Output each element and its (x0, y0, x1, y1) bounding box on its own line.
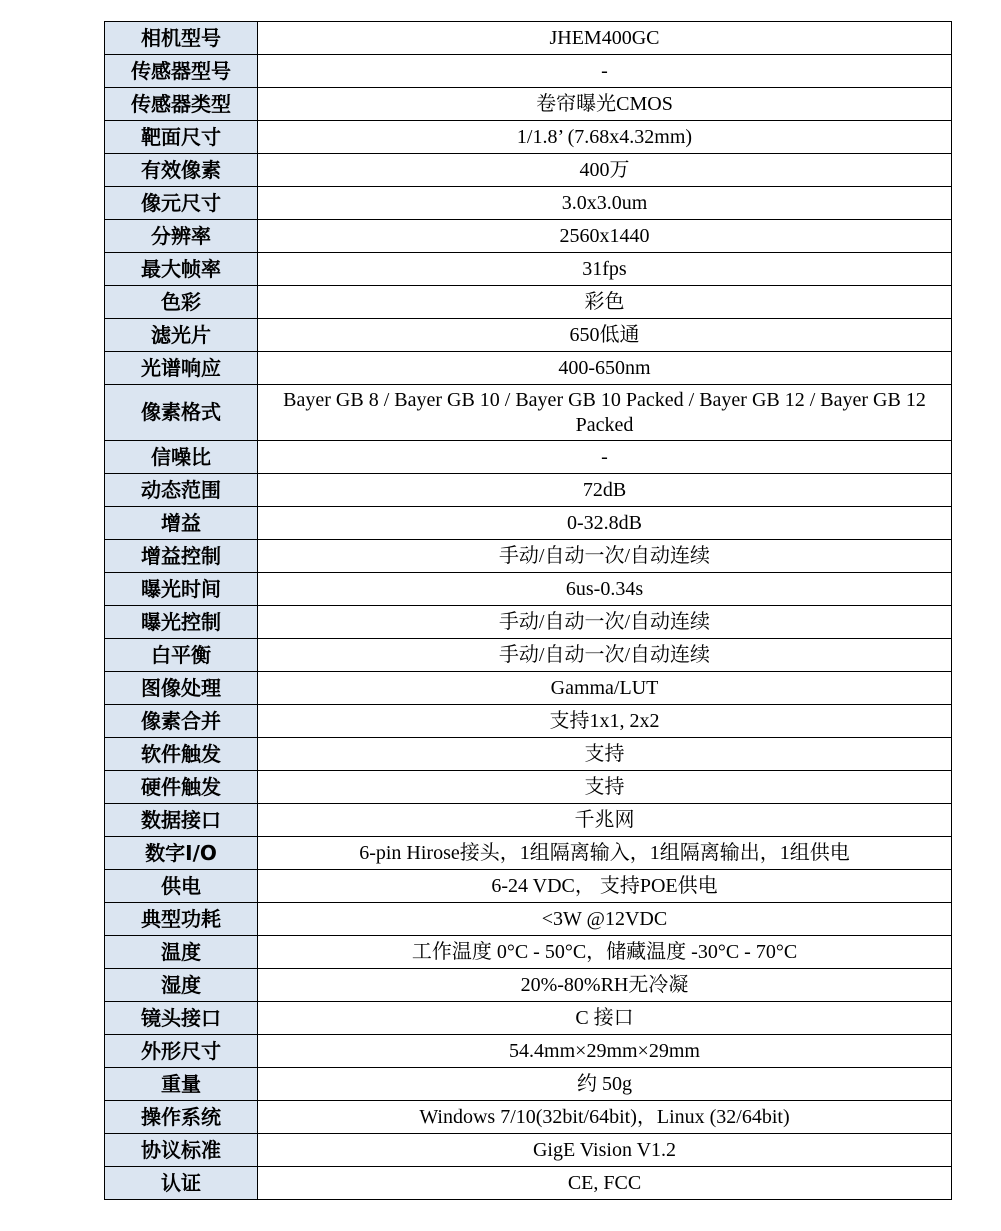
spec-value: 卷帘曝光CMOS (258, 88, 952, 121)
spec-label: 靶面尺寸 (105, 121, 258, 154)
spec-value: JHEM400GC (258, 22, 952, 55)
spec-label: 硬件触发 (105, 771, 258, 804)
spec-label: 曝光控制 (105, 606, 258, 639)
spec-table-body (105, 22, 952, 1200)
table-row (105, 540, 952, 573)
spec-value: 6-pin Hirose接头，1组隔离输入，1组隔离输出，1组供电 (258, 837, 952, 870)
spec-label: 供电 (105, 870, 258, 903)
table-row (105, 319, 952, 352)
spec-value: 3.0x3.0um (258, 187, 952, 220)
spec-value: 650低通 (258, 319, 952, 352)
table-row (105, 187, 952, 220)
table-row (105, 936, 952, 969)
table-row (105, 1134, 952, 1167)
spec-table (104, 21, 952, 1200)
spec-label: 像素格式 (105, 385, 258, 441)
spec-label: 信噪比 (105, 441, 258, 474)
spec-label: 数据接口 (105, 804, 258, 837)
spec-value: 彩色 (258, 286, 952, 319)
spec-label: 最大帧率 (105, 253, 258, 286)
spec-value: 20%-80%RH无冷凝 (258, 969, 952, 1002)
spec-label: 色彩 (105, 286, 258, 319)
table-row (105, 474, 952, 507)
table-row (105, 771, 952, 804)
table-row (105, 705, 952, 738)
spec-label: 动态范围 (105, 474, 258, 507)
spec-value: - (258, 441, 952, 474)
spec-label: 曝光时间 (105, 573, 258, 606)
table-row (105, 441, 952, 474)
table-row (105, 154, 952, 187)
table-row (105, 253, 952, 286)
spec-value: 6-24 VDC， 支持POE供电 (258, 870, 952, 903)
spec-label: 软件触发 (105, 738, 258, 771)
spec-label: 白平衡 (105, 639, 258, 672)
table-row (105, 352, 952, 385)
table-row (105, 870, 952, 903)
spec-value: Windows 7/10(32bit/64bit)，Linux (32/64bit) (258, 1101, 952, 1134)
spec-label: 光谱响应 (105, 352, 258, 385)
table-row (105, 837, 952, 870)
spec-value: C 接口 (258, 1002, 952, 1035)
spec-value: 400万 (258, 154, 952, 187)
spec-label: 典型功耗 (105, 903, 258, 936)
spec-value: 2560x1440 (258, 220, 952, 253)
table-row (105, 672, 952, 705)
table-row (105, 903, 952, 936)
spec-value: 400-650nm (258, 352, 952, 385)
table-row (105, 1167, 952, 1200)
spec-label: 图像处理 (105, 672, 258, 705)
spec-label: 有效像素 (105, 154, 258, 187)
table-row (105, 804, 952, 837)
spec-label: 传感器型号 (105, 55, 258, 88)
spec-value: 工作温度 0°C - 50°C，储藏温度 -30°C - 70°C (258, 936, 952, 969)
spec-label: 数字I/O (105, 837, 258, 870)
spec-label: 增益控制 (105, 540, 258, 573)
spec-label: 操作系统 (105, 1101, 258, 1134)
spec-value: 54.4mm×29mm×29mm (258, 1035, 952, 1068)
spec-value: 支持 (258, 738, 952, 771)
spec-label: 协议标准 (105, 1134, 258, 1167)
table-row (105, 22, 952, 55)
spec-value: 支持 (258, 771, 952, 804)
spec-label: 传感器类型 (105, 88, 258, 121)
spec-label: 分辨率 (105, 220, 258, 253)
spec-value: 支持1x1, 2x2 (258, 705, 952, 738)
table-row (105, 1068, 952, 1101)
spec-value: 千兆网 (258, 804, 952, 837)
spec-label: 认证 (105, 1167, 258, 1200)
table-row (105, 88, 952, 121)
table-row (105, 121, 952, 154)
table-row (105, 385, 952, 441)
spec-value: 约 50g (258, 1068, 952, 1101)
spec-label: 增益 (105, 507, 258, 540)
spec-value: <3W @12VDC (258, 903, 952, 936)
table-row (105, 639, 952, 672)
spec-value: - (258, 55, 952, 88)
spec-label: 相机型号 (105, 22, 258, 55)
table-row (105, 573, 952, 606)
spec-value: 72dB (258, 474, 952, 507)
table-row (105, 55, 952, 88)
table-row (105, 1035, 952, 1068)
table-row (105, 1101, 952, 1134)
spec-label: 滤光片 (105, 319, 258, 352)
spec-value: 手动/自动一次/自动连续 (258, 606, 952, 639)
spec-label: 像素合并 (105, 705, 258, 738)
table-row (105, 286, 952, 319)
spec-value: CE, FCC (258, 1167, 952, 1200)
spec-value: 手动/自动一次/自动连续 (258, 639, 952, 672)
spec-value: 1/1.8’ (7.68x4.32mm) (258, 121, 952, 154)
spec-value: 0-32.8dB (258, 507, 952, 540)
table-row (105, 969, 952, 1002)
spec-label: 重量 (105, 1068, 258, 1101)
spec-value: 6us-0.34s (258, 573, 952, 606)
table-row (105, 1002, 952, 1035)
table-row (105, 220, 952, 253)
spec-value: GigE Vision V1.2 (258, 1134, 952, 1167)
spec-label: 镜头接口 (105, 1002, 258, 1035)
spec-label: 外形尺寸 (105, 1035, 258, 1068)
spec-label: 像元尺寸 (105, 187, 258, 220)
table-row (105, 507, 952, 540)
table-row (105, 738, 952, 771)
spec-value: 手动/自动一次/自动连续 (258, 540, 952, 573)
spec-label: 温度 (105, 936, 258, 969)
spec-label: 湿度 (105, 969, 258, 1002)
spec-value: 31fps (258, 253, 952, 286)
spec-value: Bayer GB 8 / Bayer GB 10 / Bayer GB 10 Packed / Bayer GB 12 / Bayer GB 12 Packed (258, 385, 952, 441)
table-row (105, 606, 952, 639)
spec-value: Gamma/LUT (258, 672, 952, 705)
